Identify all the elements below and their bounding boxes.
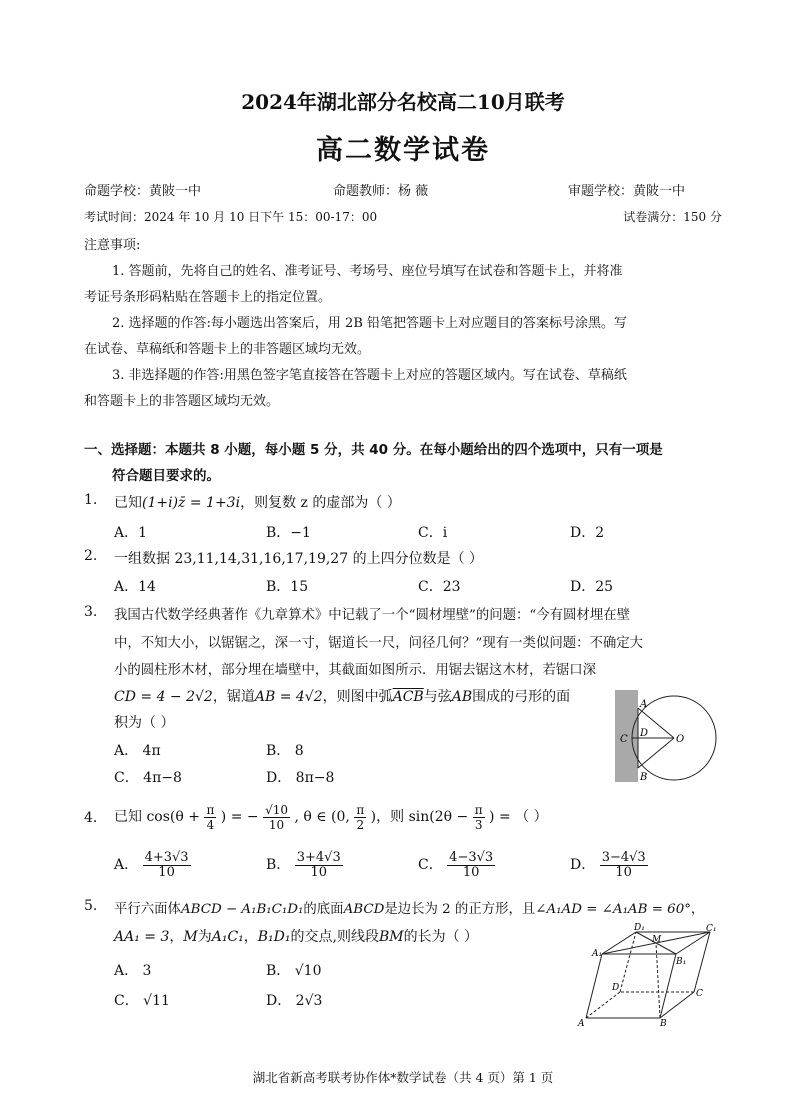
notice-item-1-line-2: 考证号条形码粘贴在答题卡上的指定位置。: [84, 290, 332, 305]
q5-option-b: B． √10: [266, 963, 322, 979]
q4-option-c-den: 10: [462, 864, 480, 880]
q4-mid3: )，则 sin(2θ −: [370, 809, 469, 825]
q5-solid: ABCD − A₁B₁C₁D₁: [180, 902, 304, 917]
q3-option-a: A． 4π: [114, 743, 161, 759]
q5-option-c: C． √11: [114, 993, 170, 1009]
q3-text-saw: ，锯道: [212, 689, 255, 705]
q5-b1d1: B₁D₁: [257, 929, 291, 945]
label-d1: D₁: [634, 923, 645, 933]
label-b: B: [640, 772, 648, 783]
proposing-teacher: 命题教师：杨 薇: [333, 184, 429, 199]
q4-post: ) = （ ）: [489, 809, 548, 825]
q1-pre: 已知: [114, 495, 142, 511]
exam-time: 考试时间：2024 年 10 月 10 日下午 15：00-17：00: [84, 210, 378, 224]
q2-option-b: B．15: [266, 579, 309, 595]
q4-f3-den: 2: [356, 817, 365, 832]
q3-line-2: 中，不知大小，以锯锯之，深一寸，锯道长一尺，问径几何？”现有一类似问题：不确定大: [114, 636, 644, 651]
q4-option-b-frac: [295, 851, 343, 880]
q4-option-b-label: B．: [266, 857, 291, 873]
label-b: B: [660, 1019, 667, 1028]
q2-option-d: D．25: [570, 579, 614, 595]
q4-option-a-num: 4+3√3: [144, 849, 189, 865]
q3-line-4: [114, 686, 570, 706]
q1-expr: (1+i)z̄ = 1+3i: [142, 495, 241, 511]
q5-number: 5.: [84, 898, 98, 914]
notice-item-2-line-2: 在试卷、草稿纸和答题卡上的非答题区域均无效。: [84, 342, 371, 357]
q4-option-a-frac: [143, 851, 191, 880]
q5-a1c1: A₁C₁: [211, 929, 244, 945]
q1-option-b: B．−1: [266, 525, 311, 541]
notice-item-2-line-1: 2. 选择题的作答:每小题选出答案后，用 2B 铅笔把答题卡上对应题目的答案标号涂黑。写: [112, 316, 628, 331]
q4-frac-pi-2: [354, 803, 366, 832]
q3-circle-wall-figure: [608, 688, 720, 784]
q5-m: M: [183, 929, 198, 945]
label-c: C: [696, 989, 703, 999]
q3-line-5: 积为（ ）: [114, 715, 175, 731]
q5-t3: 是边长为 2 的正方形，且: [384, 902, 536, 917]
edge-aa1: [586, 954, 602, 1018]
q4-number: 4.: [84, 810, 98, 826]
q4-f4-num: π: [474, 802, 483, 817]
q4-mid1: ) = −: [220, 809, 259, 825]
label-o: O: [676, 734, 685, 745]
q4-f4-den: 3: [474, 817, 483, 832]
exam-title: 2024年湖北部分名校高二10月联考: [241, 90, 565, 114]
label-d: D: [612, 983, 620, 993]
review-school: 审题学校：黄陂一中: [568, 184, 686, 199]
q4-option-d-frac: [600, 851, 648, 880]
q5-line-1: [114, 898, 704, 917]
edge-bb1: [660, 954, 676, 1018]
notice-heading: 注意事项:: [84, 238, 141, 253]
q4-frac-pi-3: [473, 803, 485, 832]
q2-stem: 一组数据 23,11,14,31,16,17,19,27 的上四分位数是（ ）: [114, 551, 484, 567]
section-1-heading-cont: 符合题目要求的。: [112, 468, 220, 484]
label-c: C: [620, 734, 628, 745]
q3-line-1: 我国古代数学经典著作《九章算术》中记载了一个“圆材埋壁”的问题：“今有圆材埋在壁: [114, 608, 630, 623]
q3-chord-ab: AB: [451, 689, 473, 705]
notice-item-3-line-2: 和答题卡上的非答题区域均无效。: [84, 394, 280, 409]
q5-t1: 平行六面体: [114, 902, 181, 917]
q5-base: ABCD: [343, 902, 385, 917]
q2-number: 2.: [84, 548, 98, 564]
q4-option-b-num: 3+4√3: [296, 849, 341, 865]
q4-option-a: [114, 845, 191, 885]
q4-f3-num: π: [356, 802, 365, 817]
q4-option-c-frac: [447, 851, 495, 880]
q4-option-a-den: 10: [158, 864, 175, 880]
q5-line-2: [114, 926, 478, 946]
label-a: A: [578, 1019, 585, 1028]
label-a: A: [640, 699, 648, 710]
q5-t9: 的长为（ ）: [403, 929, 479, 945]
q5-option-d: D． 2√3: [266, 993, 323, 1009]
q5-option-a: A． 3: [114, 963, 152, 979]
full-score: 试卷满分：150 分: [623, 210, 722, 224]
q4-f1-num: π: [206, 802, 215, 817]
q3-text-chord: 与弦: [423, 689, 452, 705]
q4-option-a-label: A．: [114, 857, 139, 873]
q4-option-c: [418, 845, 495, 885]
q5-bm: BM: [378, 929, 404, 945]
q3-arc-acb: $\overline{ACB}$: [392, 689, 424, 705]
q3-option-d: D． 8π−8: [266, 770, 335, 786]
radius-bo: [638, 738, 674, 768]
page-footer: 湖北省新高考联考协作体*数学试卷（共 4 页）第 1 页: [252, 1070, 554, 1085]
q4-option-c-num: 4−3√3: [449, 849, 494, 865]
q3-line-3: 小的圆柱形木材，部分埋在墙壁中，其截面如图所示．用锯去锯这木材，若锯口深: [114, 663, 597, 678]
q5-aa1: AA₁ = 3: [114, 929, 170, 945]
notice-item-3-line-1: 3. 非选择题的作答:用黑色签字笔直接答在答题卡上对应的答题区域内。写在试卷、草稿纸: [112, 368, 627, 383]
q1-number: 1.: [84, 492, 98, 508]
q1-post: ，则复数 z 的虚部为（ ）: [240, 495, 401, 511]
label-a1: A₁: [592, 949, 603, 959]
q4-option-d: [570, 845, 648, 885]
paper-subtitle: 高二数学试卷: [316, 135, 490, 166]
q1-stem: [114, 492, 401, 512]
q4-option-d-den: 10: [615, 864, 632, 880]
q4-f2-den: 10: [268, 817, 285, 832]
q1-option-d: D．2: [570, 525, 605, 541]
q4-f2-num: √10: [265, 802, 288, 817]
q2-option-c: C．23: [418, 579, 461, 595]
q4-f1-den: 4: [206, 817, 215, 832]
q4-frac-sqrt10-10: [263, 803, 290, 832]
q1-option-a: A．1: [114, 525, 148, 541]
q5-angle-cond: ∠A₁AD = ∠A₁AB = 60°: [535, 902, 691, 917]
q5-parallelepiped-figure: [576, 922, 722, 1028]
q5-t2: 的底面: [303, 902, 344, 917]
section-1-heading: 一、选择题：本题共 8 小题，每小题 5 分，共 40 分。在每小题给出的四个选项中，只有一项是: [84, 442, 663, 458]
q4-option-d-label: D．: [570, 857, 596, 873]
q5-t5: ，: [169, 929, 184, 945]
label-d: D: [640, 728, 649, 739]
q4-frac-pi-4: [204, 803, 216, 832]
q3-text-arc: ，则图中弧: [322, 689, 393, 705]
q5-t7: ，: [243, 929, 258, 945]
q5-t6: 为: [197, 929, 212, 945]
q3-cd-expr: CD = 4 − 2√2: [114, 689, 213, 705]
q3-option-b: B． 8: [266, 743, 304, 759]
q4-option-b-den: 10: [310, 864, 328, 880]
q4-mid2: , θ ∈ (0,: [294, 809, 350, 825]
q4-stem: [114, 797, 548, 837]
q4-pre: 已知 cos(θ +: [114, 809, 200, 825]
q1-option-c: C．i: [418, 525, 448, 541]
q3-option-c: C． 4π−8: [114, 770, 182, 786]
q3-ab-expr: AB = 4√2: [254, 689, 323, 705]
q4-option-c-label: C．: [418, 857, 443, 873]
q3-number: 3.: [84, 604, 98, 620]
notice-item-1-line-1: 1. 答题前，先将自己的姓名、准考证号、考场号、座位号填写在试卷和答题卡上，并将准: [112, 264, 623, 279]
q4-option-b: [266, 845, 343, 885]
q3-text-area: 围成的弓形的面: [472, 689, 571, 705]
label-c1: C₁: [706, 924, 717, 934]
q2-option-a: A．14: [114, 579, 156, 595]
proposing-school: 命题学校：黄陂一中: [84, 184, 202, 199]
q5-t8: 的交点,则线段: [290, 929, 379, 945]
label-b1: B₁: [676, 957, 687, 967]
q4-option-d-num: 3−4√3: [601, 849, 646, 865]
q5-t4: ，: [690, 902, 705, 917]
label-m: M: [652, 935, 662, 945]
